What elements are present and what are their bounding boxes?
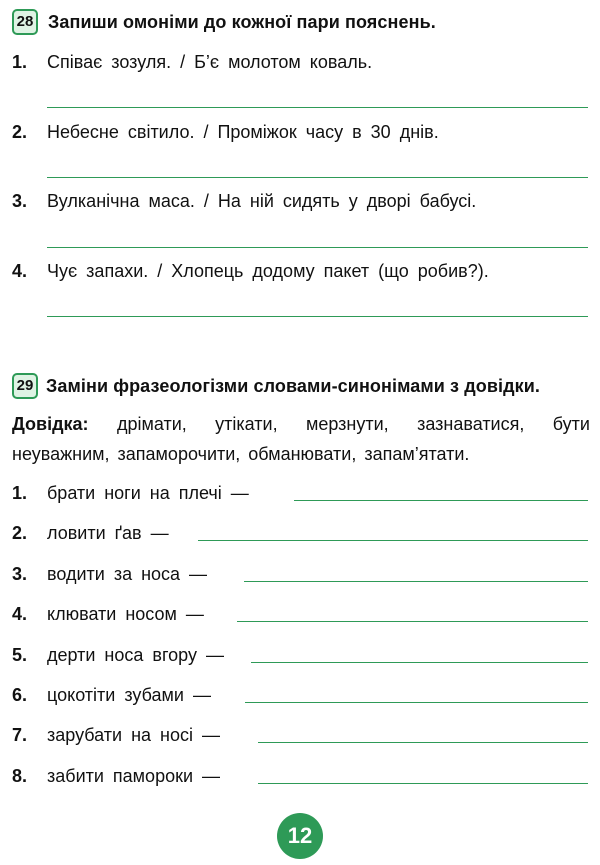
task-29-item-8-answer-line[interactable] (258, 783, 588, 784)
task-28-item-4-text: Чує запахи. / Хлопець додому пакет (що робив?). (47, 261, 489, 281)
task-29-item-3-text: водити за носа — (47, 564, 208, 584)
task-29-item-1-answer-line[interactable] (294, 500, 588, 501)
task-29-item-2-number: 2. (12, 523, 28, 543)
task-29-item-5-answer-line[interactable] (251, 662, 588, 663)
task-29-item-4-number: 4. (12, 604, 28, 624)
task-28-item-1-number: 1. (12, 52, 28, 72)
task-28-title: Запиши омоніми до кожної пари пояснень. (48, 12, 436, 32)
task-29-item-3-answer-line[interactable] (244, 581, 588, 582)
task-29-hint-label: Довідка: (12, 414, 89, 434)
task-29-item-8-number: 8. (12, 766, 28, 786)
task-29-item-6-number: 6. (12, 685, 28, 705)
task-29-item-7-number: 7. (12, 725, 28, 745)
task-29-hint (12, 409, 590, 469)
page-number: 12 (277, 813, 323, 859)
task-28-item-3-number: 3. (12, 191, 28, 211)
task-28-number-badge: 28 (12, 9, 38, 35)
task-29-item-2-answer-line[interactable] (198, 540, 588, 541)
task-29-item-4-answer-line[interactable] (237, 621, 588, 622)
task-28-item-3-text: Вулканічна маса. / На ній сидять у дворі бабусі. (47, 191, 477, 211)
task-29-hint-words: дрімати, утікати, мерзнути, зазнаватися, бути неуважним, запаморочити, обманювати, запам’ятати. (12, 414, 590, 464)
task-29-item-3-number: 3. (12, 564, 28, 584)
task-29-title: Заміни фразеологізми словами-синонімами з довідки. (46, 376, 540, 396)
task-29-item-6-answer-line[interactable] (245, 702, 588, 703)
task-29-item-2-text: ловити ґав — (47, 523, 169, 543)
task-29-item-8-text: забити памороки — (47, 766, 221, 786)
task-28-item-1-text: Співає зозуля. / Б’є молотом коваль. (47, 52, 373, 72)
task-29-number-badge: 29 (12, 373, 38, 399)
task-29-item-7-text: зарубати на носі — (47, 725, 220, 745)
task-29-item-6-text: цокотіти зубами — (47, 685, 211, 705)
task-28-item-4-number: 4. (12, 261, 28, 281)
task-29-item-5-text: дерти носа вгору — (47, 645, 224, 665)
task-29-item-7-answer-line[interactable] (258, 742, 588, 743)
task-28-item-2-text: Небесне світило. / Проміжок часу в 30 днів. (47, 122, 439, 142)
task-29-item-5-number: 5. (12, 645, 28, 665)
task-29-item-4-text: клювати носом — (47, 604, 204, 624)
task-28-item-2-answer-line[interactable] (47, 177, 588, 178)
task-29-item-1-text: брати ноги на плечі — (47, 483, 249, 503)
task-29-item-1-number: 1. (12, 483, 28, 503)
task-28-item-2-number: 2. (12, 122, 28, 142)
task-28-item-1-answer-line[interactable] (47, 107, 588, 108)
task-28-item-4-answer-line[interactable] (47, 316, 588, 317)
task-28-item-3-answer-line[interactable] (47, 247, 588, 248)
